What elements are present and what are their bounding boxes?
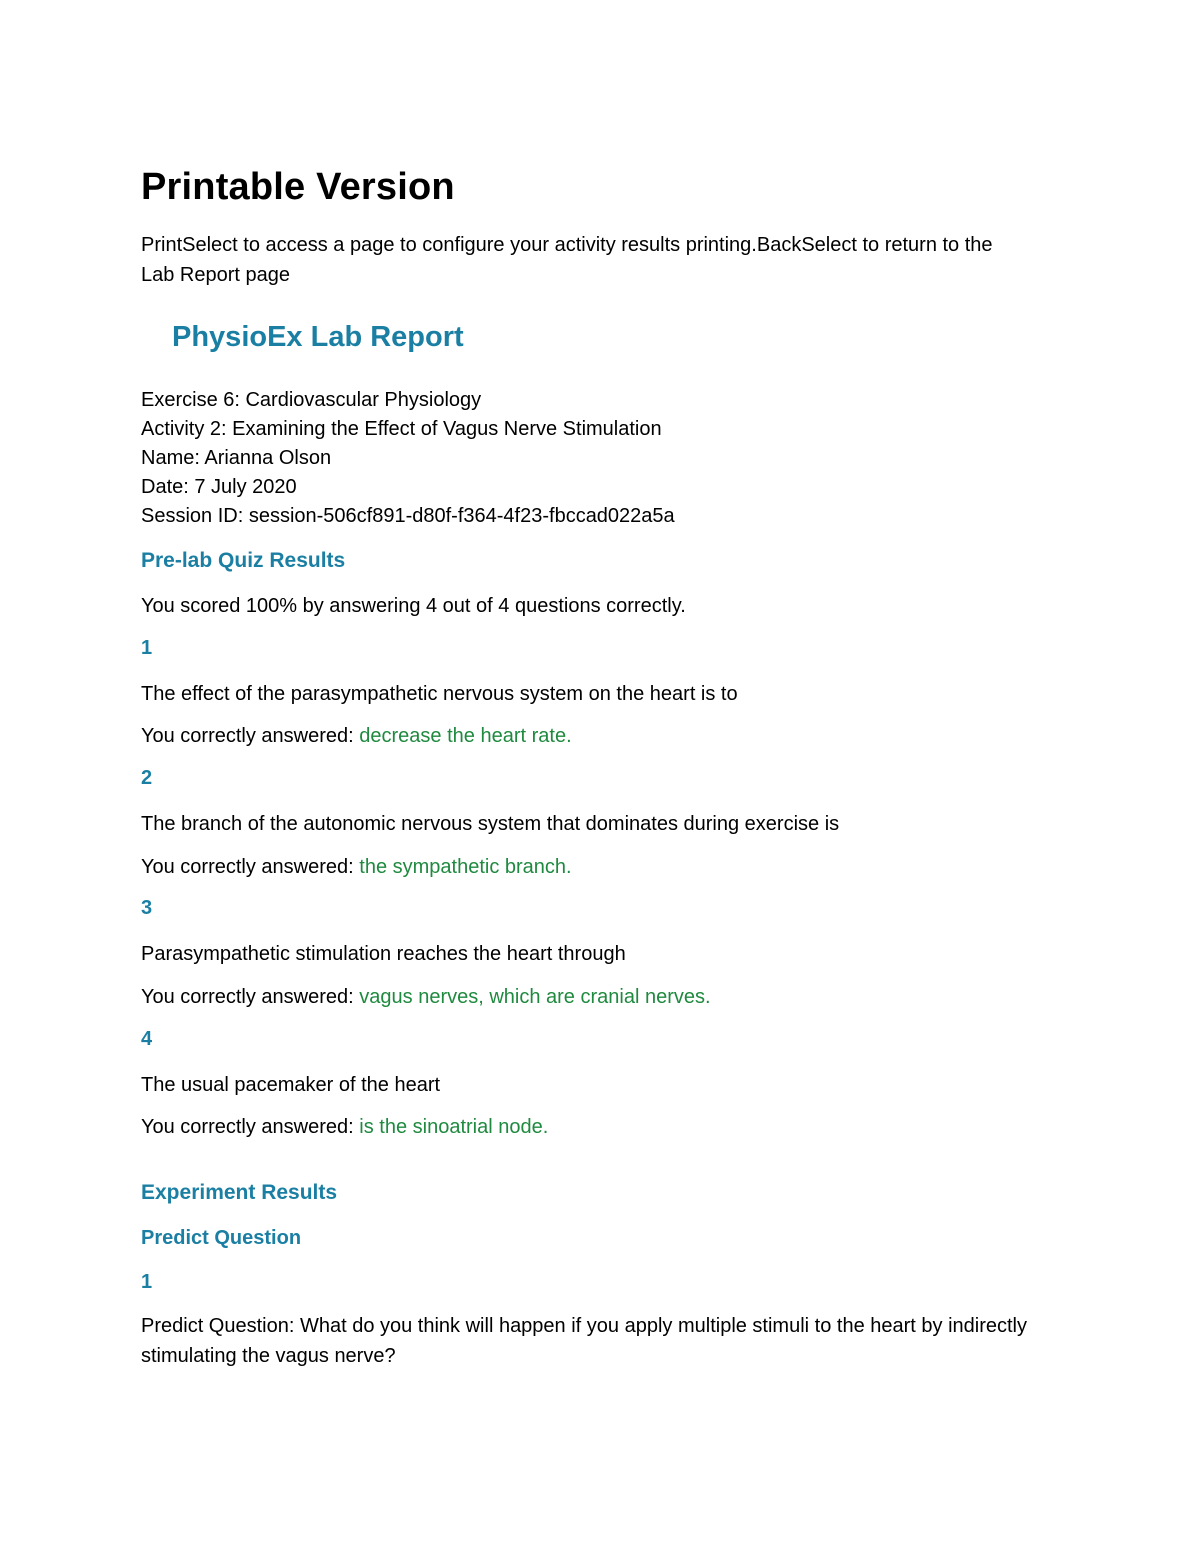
answer-prefix: You correctly answered: (141, 1116, 360, 1138)
experiment-heading: Experiment Results (141, 1181, 338, 1204)
answer-prefix: You correctly answered: (141, 856, 360, 878)
date-line: Date: 7 July 2020 (141, 476, 297, 498)
answer-value: decrease the heart rate. (359, 725, 572, 747)
answer-prefix: You correctly answered: (141, 986, 360, 1008)
answer-line (141, 852, 572, 882)
answer-value: is the sinoatrial node. (359, 1116, 549, 1138)
name-line: Name: Arianna Olson (141, 447, 332, 469)
answer-value: vagus nerves, which are cranial nerves. (359, 986, 711, 1008)
question-number: 3 (141, 897, 153, 919)
question-number: 4 (141, 1028, 153, 1050)
predict-question-text: Predict Question: What do you think will happen if you apply multiple stimuli to the heart by indirectly stimulating the vagus nerve? (141, 1315, 1027, 1367)
answer-line (141, 982, 711, 1012)
answer-value: the sympathetic branch. (359, 856, 572, 878)
quiz-heading: Pre-lab Quiz Results (141, 549, 346, 572)
question-text: The effect of the parasympathetic nervous system on the heart is to (141, 683, 738, 705)
question-text: The branch of the autonomic nervous system that dominates during exercise is (141, 813, 840, 835)
answer-line (141, 721, 572, 751)
exercise-line: Exercise 6: Cardiovascular Physiology (141, 389, 482, 411)
session-line: Session ID: session-506cf891-d80f-f364-4f23-fbccad022a5a (141, 505, 675, 527)
report-info (141, 386, 675, 531)
question-number: 1 (141, 637, 153, 659)
activity-line: Activity 2: Examining the Effect of Vagus Nerve Stimulation (141, 418, 662, 440)
question-number: 2 (141, 767, 153, 789)
answer-line (141, 1112, 548, 1142)
quiz-score: You scored 100% by answering 4 out of 4 questions correctly. (141, 595, 686, 617)
answer-prefix: You correctly answered: (141, 725, 360, 747)
question-text: The usual pacemaker of the heart (141, 1074, 441, 1096)
predict-number: 1 (141, 1271, 153, 1293)
question-text: Parasympathetic stimulation reaches the heart through (141, 943, 626, 965)
intro-text: PrintSelect to access a page to configure your activity results printing.BackSelect to return to the Lab Report page (141, 234, 993, 286)
predict-heading: Predict Question (141, 1227, 302, 1249)
page-title: Printable Version (141, 166, 455, 208)
report-title: PhysioEx Lab Report (172, 321, 464, 353)
